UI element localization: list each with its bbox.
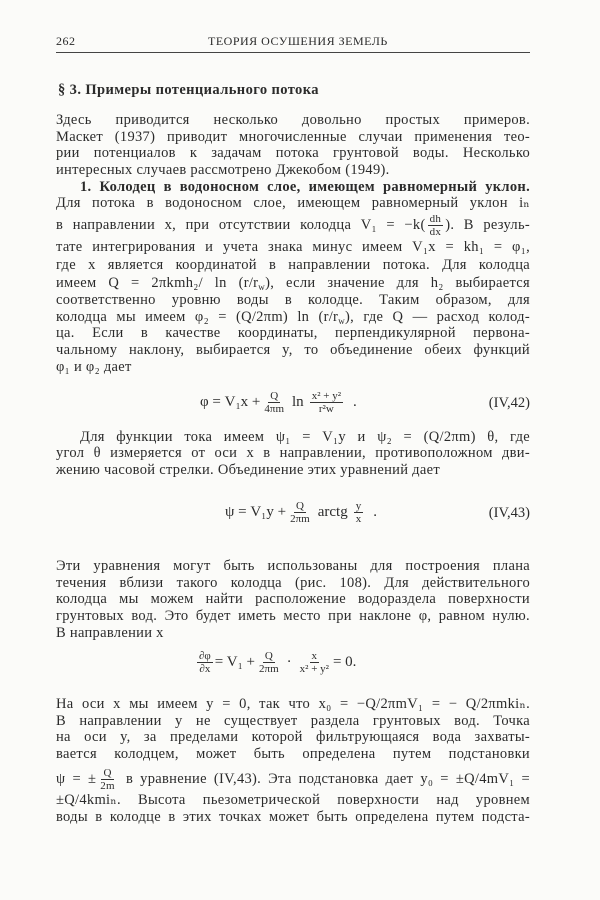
equation-number: (IV,43) [488, 505, 530, 521]
page-number: 262 [56, 34, 76, 48]
text-segment: в уравнение (IV,43). Эта подстановка дает y₀ = ±Q/4mV₁ = [125, 770, 530, 787]
fraction [288, 500, 312, 525]
numerator: x² + y² [311, 390, 341, 402]
text-line: угол θ измеряется от оси x в направлении, противоположном дви- [56, 445, 530, 461]
eq-part: ψ = V₁y + [225, 504, 287, 520]
text-line: Маскет (1937) приводит многочисленные случаи применения тео- [56, 129, 530, 145]
fraction [428, 213, 444, 238]
text-line: течения вблизи такого колодца (рис. 108). Для действительного [56, 575, 530, 591]
denominator: ∂x [199, 663, 211, 675]
subsection-heading: 1. Колодец в водоносном слое, имеющем равномерный уклон. [80, 179, 530, 195]
eq-part: arctg [317, 504, 348, 520]
denominator: r²w [318, 403, 334, 415]
text-segment: имеем Q = 2πkmh₂/ ln (r/r [56, 275, 259, 291]
text-line: грунтовых вод. Это будет иметь место при наклоне φ, равном нулю. [56, 608, 530, 624]
text-line: Для функции тока имеем ψ₁ = V₁y и ψ₂ = (Q/2πm) θ, где [80, 429, 530, 445]
eq-part: · [286, 654, 292, 670]
denominator: x² + y² [299, 663, 329, 675]
text-line: интересных случаев рассмотрено Джекобом (1949). [56, 162, 390, 178]
text-line: соответственно уровню воды в колодце. Таким образом, для [56, 292, 530, 308]
fraction [197, 650, 213, 675]
text-segment: ψ = ± [56, 770, 97, 787]
denominator: 2m [100, 780, 115, 792]
fraction [354, 500, 364, 525]
numerator: ∂φ [199, 650, 211, 662]
numerator: Q [295, 500, 304, 512]
text-line: тате интегрирования и учета знака минус имеем V₁x = kh₁ = φ₁, [56, 239, 530, 255]
numerator: x [311, 650, 318, 662]
text-segment: колодца мы имеем φ₂ = (Q/2πm) ln (r/r [56, 309, 339, 325]
equation-iv-42 [200, 390, 357, 415]
text-line: φ₁ и φ₂ дает [56, 359, 132, 375]
subscript: w [258, 282, 266, 292]
header-rule [56, 52, 530, 53]
text-line: Для потока в водоносном слое, имеющем равномерный уклон iₙ [56, 195, 530, 211]
text-segment: ), где Q — расход колод- [345, 309, 530, 325]
equation-iv-43 [225, 500, 377, 525]
denominator: dx [429, 226, 442, 238]
text-segment: в направлении x, при отсутствии колодца V₁ = −k( [56, 216, 426, 233]
denominator: 2πm [259, 663, 279, 675]
fraction [257, 650, 281, 675]
fraction [298, 650, 331, 675]
text-line: ±Q/4kmiₙ. Высота пьезометрической поверхности над уровнем [56, 792, 530, 808]
text-line: вается колодцем, может быть определена путем подстановки [56, 746, 530, 762]
numerator: dh [429, 213, 442, 225]
numerator: Q [270, 390, 279, 402]
section-title: § 3. Примеры потенциального потока [58, 82, 319, 98]
eq-part: = V₁ + [214, 654, 256, 670]
text-line: воды в колодце в этих точках может быть определена путем подста- [56, 809, 530, 825]
running-title: ТЕОРИЯ ОСУШЕНИЯ ЗЕМЕЛЬ [208, 34, 388, 48]
eq-part: . [373, 504, 377, 520]
eq-part: ln [292, 394, 304, 410]
denominator: 4πm [264, 403, 285, 415]
text-line: где x является координатой в направлении потока. Для колодца [56, 257, 530, 273]
fraction [262, 390, 286, 415]
text-line: на оси y, за пределами которой фильтрующаяся вода захваты- [56, 729, 530, 745]
text-line [56, 767, 530, 792]
fraction [310, 390, 343, 415]
text-line: Здесь приводится несколько довольно простых примеров. [56, 112, 530, 128]
text-line: На оси x мы имеем y = 0, так что x₀ = −Q/2πmV₁ = − Q/2πmkiₙ. [56, 696, 530, 712]
text-line: чальному наклону, выбирается y, то объединение обеих функций [56, 342, 530, 358]
text-line: Эти уравнения могут быть использованы для построения плана [56, 558, 530, 574]
eq-part: . [353, 394, 357, 410]
subscript: w [338, 316, 345, 326]
text-line: рии потенциалов к задачам потока грунтовой воды. Несколько [56, 145, 530, 161]
fraction [98, 767, 117, 792]
equation-derivative [195, 650, 356, 675]
text-line [56, 275, 530, 292]
text-line: В направлении y не существует раздела грунтовых вод. Точка [56, 713, 530, 729]
text-line [56, 309, 530, 326]
text-line: ца. Если в качестве координаты, перпендикулярной первона- [56, 325, 530, 341]
numerator: Q [103, 767, 112, 779]
numerator: Q [264, 650, 273, 662]
text-line: колодца мы можем найти расположение водораздела поверхности [56, 591, 530, 607]
text-line [56, 213, 530, 238]
eq-part: φ = V₁x + [200, 394, 261, 410]
text-line: В направлении x [56, 625, 164, 641]
text-segment: ). В резуль- [445, 216, 530, 233]
equation-number: (IV,42) [488, 395, 530, 411]
denominator: x [355, 513, 362, 525]
numerator: y [355, 500, 362, 512]
text-line: жению часовой стрелки. Объединение этих уравнений дает [56, 462, 440, 478]
denominator: 2πm [290, 513, 310, 525]
eq-part: = 0. [332, 654, 357, 670]
text-segment: ), если значение для h₂ выбирается [265, 275, 531, 291]
